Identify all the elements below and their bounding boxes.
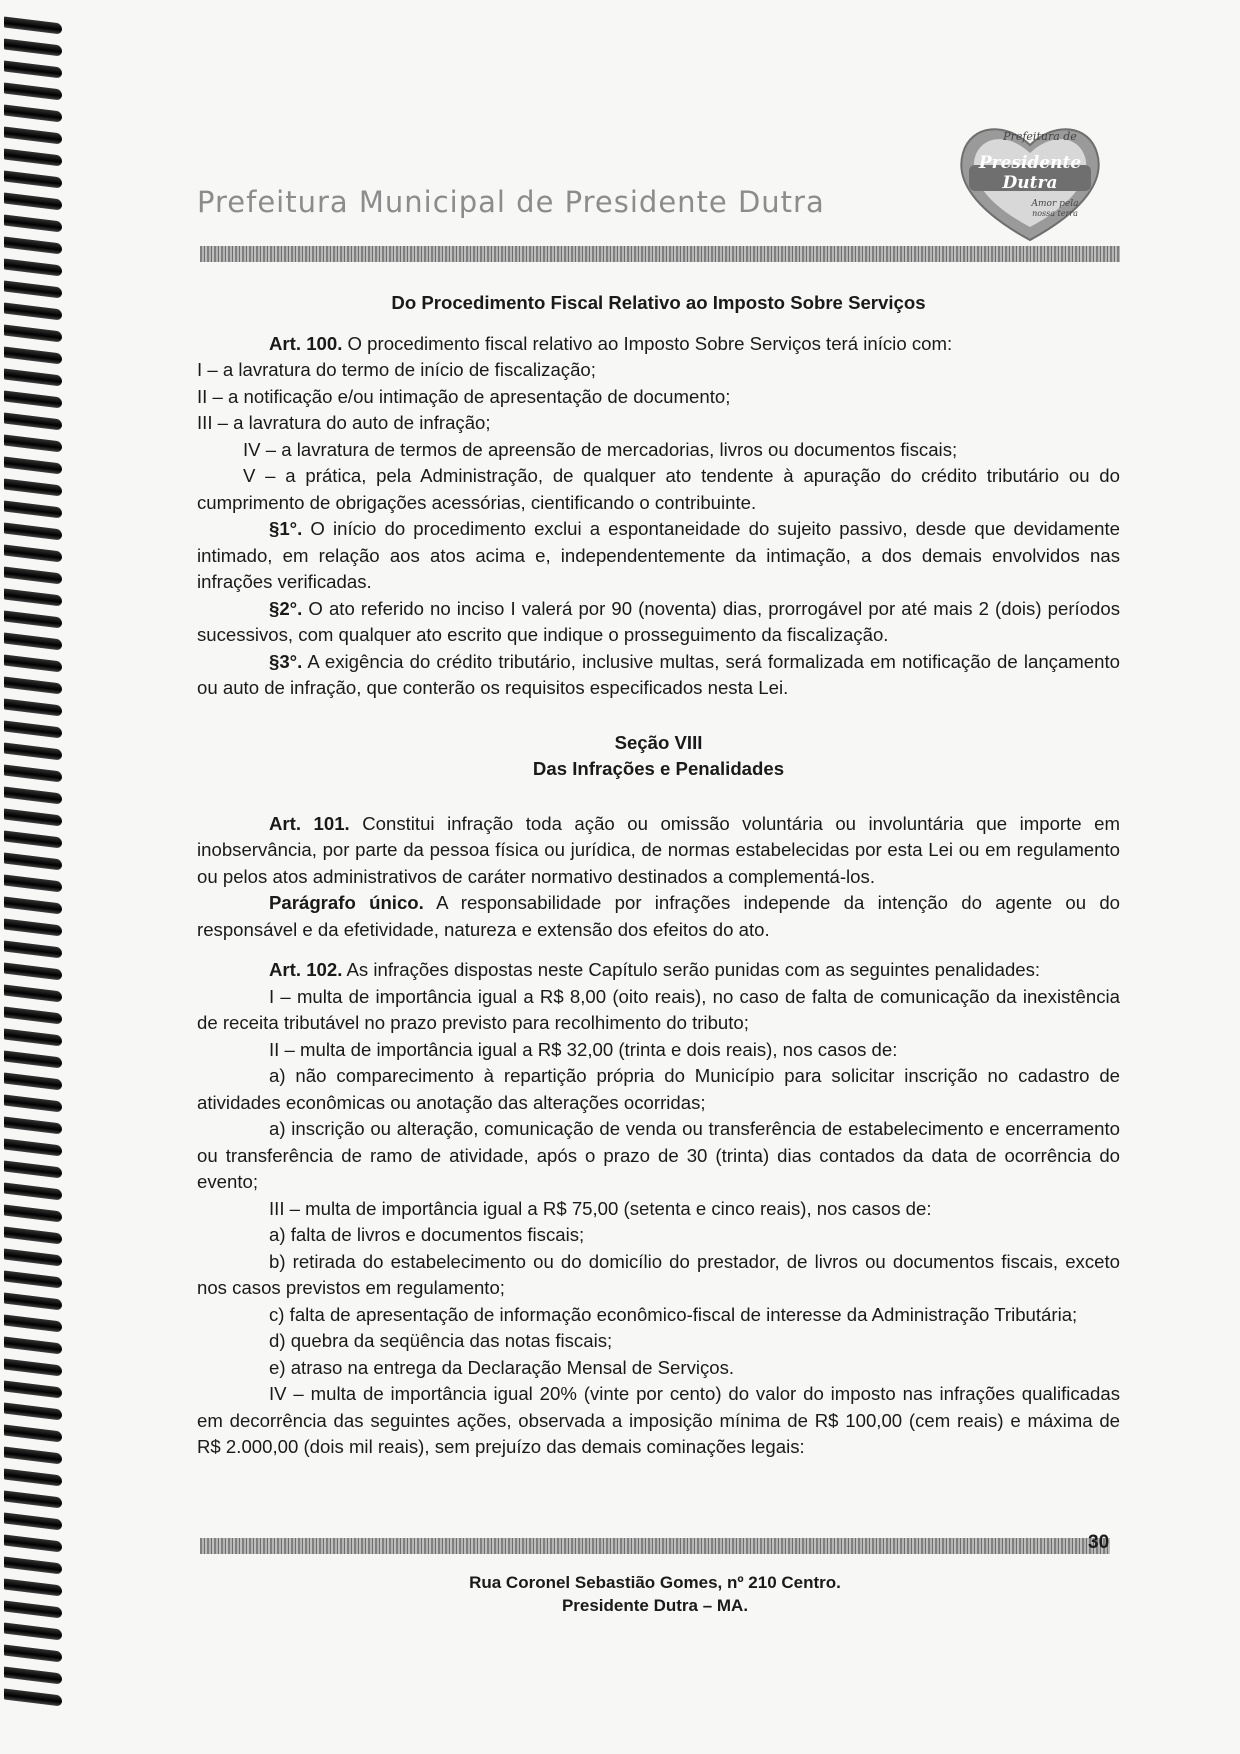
spiral-ring	[4, 1270, 62, 1288]
spiral-ring	[4, 346, 62, 364]
art100-item: V – a prática, pela Administração, de qualquer ato tendente à apuração do crédito tributário ou do cumprimento de obrigações acessórias, cientificando o contribuinte.	[197, 465, 1120, 513]
spiral-ring	[4, 962, 62, 980]
spiral-ring	[4, 82, 62, 100]
spiral-ring	[4, 1314, 62, 1332]
spiral-ring	[4, 1424, 62, 1442]
art102-line: a) inscrição ou alteração, comunicação de venda ou transferência de estabelecimento e encerramento ou transferência de ramo de atividade, após o prazo de 30 (trinta) dias contados da data de ocorrência do evento;	[197, 1118, 1120, 1192]
spiral-ring	[4, 412, 62, 430]
art100-item: III – a lavratura do auto de infração;	[197, 412, 491, 433]
spiral-ring	[4, 610, 62, 628]
spiral-ring	[4, 676, 62, 694]
spiral-ring	[4, 1468, 62, 1486]
spiral-ring	[4, 720, 62, 738]
spiral-ring	[4, 1226, 62, 1244]
spiral-ring	[4, 1028, 62, 1046]
art100-paragraph-3: §3°. A exigência do crédito tributário, inclusive multas, será formalizada em notificação de lançamento ou auto de infração, que conterão os requisitos especificados nesta Lei.	[197, 650, 1120, 698]
art102-line: d) quebra da seqüência das notas fiscais;	[269, 1330, 613, 1351]
spiral-ring	[4, 1556, 62, 1574]
art102-intro: Art. 102. As infrações dispostas neste Capítulo serão punidas com as seguintes penalidades:	[269, 959, 1041, 980]
footer-divider	[200, 1538, 1110, 1554]
spiral-ring	[4, 1248, 62, 1266]
art102-line: II – multa de importância igual a R$ 32,00 (trinta e dois reais), nos casos de:	[269, 1038, 898, 1060]
secao-title: Das Infrações e Penalidades	[532, 758, 785, 779]
spiral-ring	[4, 434, 62, 452]
spiral-ring	[4, 170, 62, 188]
spiral-ring	[4, 1204, 62, 1222]
spiral-ring	[4, 1666, 62, 1684]
art102-line: III – multa de importância igual a R$ 75,00 (setenta e cinco reais), nos casos de:	[269, 1197, 932, 1219]
spiral-ring	[4, 324, 62, 342]
spiral-ring	[4, 1072, 62, 1090]
spiral-ring	[4, 544, 62, 562]
spiral-ring	[4, 302, 62, 320]
spiral-ring	[4, 390, 62, 408]
spiral-ring	[4, 786, 62, 804]
art100-paragraph-2: §2°. O ato referido no inciso I valerá por 90 (noventa) dias, prorrogável por até mais 2 (dois) períodos sucessivos, com qualquer ato escrito que indique o prosseguimento da fiscalização.	[197, 597, 1120, 645]
header-divider	[200, 246, 1120, 262]
footer-address: Rua Coronel Sebastião Gomes, nº 210 Centro.	[469, 1573, 841, 1592]
art102-line: I – multa de importância igual a R$ 8,00 (oito reais), no caso de falta de comunicação da inexistência de receita tributável no prazo previsto para recolhimento do tributo;	[197, 985, 1120, 1033]
spiral-ring	[4, 456, 62, 474]
spiral-ring	[4, 1402, 62, 1420]
secao-number: Seção VIII	[614, 731, 703, 753]
spiral-ring	[4, 1688, 62, 1706]
logo-text: Prefeitura de Presidente Dutra Amor pela nossa terra	[978, 130, 1082, 218]
spiral-ring	[4, 588, 62, 606]
spiral-ring	[4, 280, 62, 298]
spiral-ring	[4, 654, 62, 672]
spiral-ring	[4, 500, 62, 518]
spiral-ring	[4, 236, 62, 254]
spiral-ring	[4, 192, 62, 210]
art102-line: e) atraso na entrega da Declaração Mensal de Serviços.	[269, 1356, 735, 1378]
art100-intro: Art. 100. O procedimento fiscal relativo ao Imposto Sobre Serviços terá início com:	[269, 332, 953, 354]
page-number: 30	[1088, 1532, 1110, 1553]
spiral-ring	[4, 1600, 62, 1618]
art102-line: a) falta de livros e documentos fiscais;	[269, 1224, 585, 1245]
art102-line: b) retirada do estabelecimento ou do domicílio do prestador, de livros ou documentos fiscais, exceto nos casos previstos em regulamento;	[197, 1250, 1120, 1298]
spiral-ring	[4, 852, 62, 870]
spiral-binding	[0, 20, 70, 1740]
spiral-ring	[4, 1160, 62, 1178]
art102-line: a) não comparecimento à repartição própria do Município para solicitar inscrição no cadastro de atividades econômicas ou anotação das alterações ocorridas;	[197, 1065, 1120, 1113]
spiral-ring	[4, 214, 62, 232]
spiral-ring	[4, 258, 62, 276]
spiral-ring	[4, 1138, 62, 1156]
spiral-ring	[4, 1006, 62, 1024]
spiral-ring	[4, 1336, 62, 1354]
footer-city: Presidente Dutra – MA.	[561, 1596, 749, 1615]
spiral-ring	[4, 60, 62, 78]
spiral-ring	[4, 566, 62, 584]
document-body	[197, 290, 1120, 1461]
header-title: Prefeitura Municipal de Presidente Dutra	[197, 185, 825, 219]
spiral-ring	[4, 1292, 62, 1310]
spiral-ring	[4, 1094, 62, 1112]
spiral-ring	[4, 148, 62, 166]
spiral-ring	[4, 742, 62, 760]
spiral-ring	[4, 918, 62, 936]
art100-item: IV – a lavratura de termos de apreensão de mercadorias, livros ou documentos fiscais;	[243, 438, 958, 460]
spiral-ring	[4, 764, 62, 782]
art100-paragraph-1: §1°. O início do procedimento exclui a espontaneidade do sujeito passivo, desde que devidamente intimado, em relação aos atos acima e, independentemente da intimação, a dos demais envolvidos nas infrações verificadas.	[197, 518, 1120, 592]
art100-item: I – a lavratura do termo de início de fiscalização;	[197, 359, 596, 380]
spiral-ring	[4, 1358, 62, 1376]
art100-item: II – a notificação e/ou intimação de apresentação de documento;	[197, 385, 731, 407]
spiral-ring	[4, 874, 62, 892]
spiral-ring	[4, 1050, 62, 1068]
art101-text: Art. 101. Constitui infração toda ação ou omissão voluntária ou involuntária que importe em inobservância, por parte da pessoa física ou jurídica, de normas estabelecidas por esta Lei ou em regulamento ou pelos atos administrativos de caráter normativo destinados a complementá-los.	[197, 812, 1120, 887]
spiral-ring	[4, 632, 62, 650]
spiral-ring	[4, 940, 62, 958]
spiral-ring	[4, 830, 62, 848]
spiral-ring	[4, 1578, 62, 1596]
spiral-ring	[4, 1446, 62, 1464]
spiral-ring	[4, 698, 62, 716]
spiral-ring	[4, 522, 62, 540]
spiral-ring	[4, 808, 62, 826]
spiral-ring	[4, 1622, 62, 1640]
spiral-ring	[4, 984, 62, 1002]
spiral-ring	[4, 1512, 62, 1530]
spiral-ring	[4, 1644, 62, 1662]
spiral-ring	[4, 1380, 62, 1398]
spiral-ring	[4, 104, 62, 122]
spiral-ring	[4, 1534, 62, 1552]
art102-line: IV – multa de importância igual 20% (vinte por cento) do valor do imposto nas infrações qualificadas em decorrência das seguintes ações, observada a imposição mínima de R$ 100,00 (cem reais) e máxima de R$ 2.000,00 (dois mil reais), sem prejuízo das demais cominações legais:	[197, 1383, 1120, 1457]
art102-line: c) falta de apresentação de informação econômico-fiscal de interesse da Administração Tributária;	[269, 1303, 1078, 1325]
art101-paragrafo-unico: Parágrafo único. A responsabilidade por infrações independe da intenção do agente ou do responsável e da efetividade, natureza e extensão dos efeitos do ato.	[197, 892, 1120, 940]
spiral-ring	[4, 38, 62, 56]
spiral-ring	[4, 896, 62, 914]
spiral-ring	[4, 16, 62, 34]
spiral-ring	[4, 126, 62, 144]
section-title: Do Procedimento Fiscal Relativo ao Imposto Sobre Serviços	[391, 292, 926, 313]
spiral-ring	[4, 478, 62, 496]
spiral-ring	[4, 1490, 62, 1508]
spiral-ring	[4, 1116, 62, 1134]
spiral-ring	[4, 368, 62, 386]
spiral-ring	[4, 1182, 62, 1200]
